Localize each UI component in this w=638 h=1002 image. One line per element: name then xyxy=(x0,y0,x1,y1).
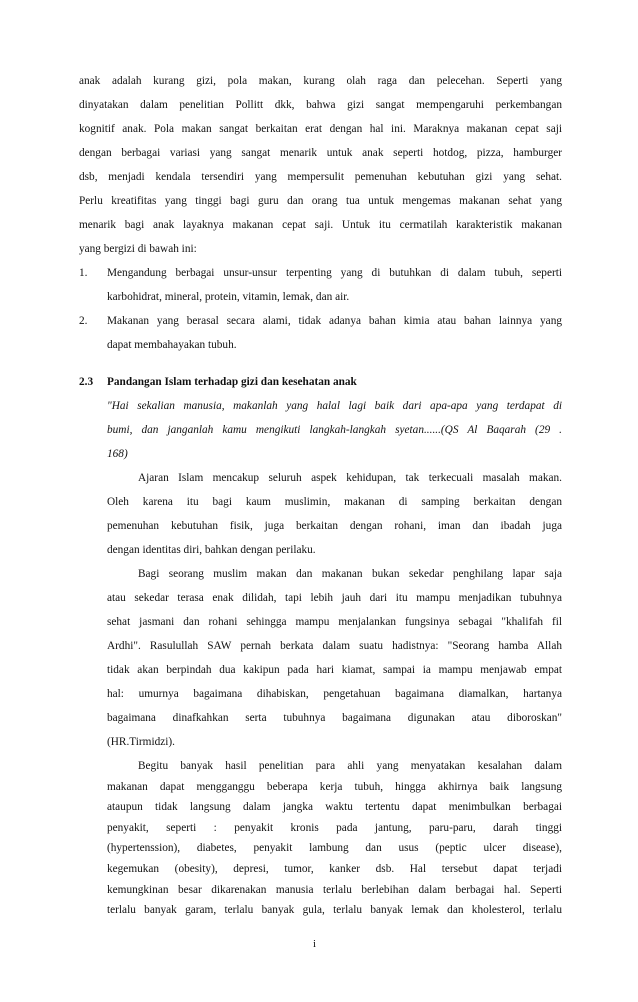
body-line: dinyatakan dalam penelitian Pollitt dkk, bahwa gizi sangat mempengaruhi perkembangan xyxy=(79,99,562,111)
section-title: Pandangan Islam terhadap gizi dan kesehatan anak xyxy=(107,376,357,388)
body-line: hal: umurnya bagaimana dihabiskan, pengetahuan bagaimana diamalkan, hartanya xyxy=(107,688,562,700)
body-line: Begitu banyak hasil penelitian para ahli yang menyatakan kesalahan dalam xyxy=(138,760,562,772)
section-number: 2.3 xyxy=(79,376,94,388)
body-line: kemungkinan besar dikarenakan manusia terlalu berlebihan dalam berbagai hal. Seperti xyxy=(107,883,562,896)
body-line: dengan berbagai variasi yang sangat menarik untuk anak seperti hotdog, pizza, hamburger xyxy=(79,147,562,159)
body-line: menarik bagi anak layaknya makanan cepat saji. Untuk itu cermatilah karakteristik makanan xyxy=(79,219,562,231)
list-item-line: Makanan yang berasal secara alami, tidak adanya bahan kimia atau bahan lainnya yang xyxy=(107,315,562,327)
body-line: yang bergizi di bawah ini: xyxy=(79,243,197,255)
body-line: terlalu banyak garam, terlalu banyak gula, terlalu banyak lemak dan kholesterol, terlalu xyxy=(107,904,562,917)
body-line: makanan dapat mengganggu beberapa kerja tubuh, hingga akhirnya baik langsung xyxy=(107,780,562,793)
body-line: sehat jasmani dan rohani sehingga mampu menjalankan fungsinya sebagai "khalifah fil xyxy=(107,616,562,628)
list-item-line: dapat membahayakan tubuh. xyxy=(107,339,237,351)
list-number: 2. xyxy=(79,315,88,327)
body-line: kegemukan (obesity), depresi, tumor, kanker dsb. Hal tersebut dapat terjadi xyxy=(107,863,562,875)
body-line: pemenuhan kebutuhan fisik, juga berkaitan dengan rohani, iman dan ibadah juga xyxy=(107,520,562,532)
body-line: Perlu kreatifitas yang tinggi bagi guru dan orang tua untuk mengemas makanan sehat yang xyxy=(79,195,562,207)
quote-line: bumi, dan janganlah kamu mengikuti langkah-langkah syetan......(QS Al Baqarah (29 . xyxy=(107,424,562,436)
body-line: Oleh karena itu bagi kaum muslimin, makanan di samping berkaitan dengan xyxy=(107,496,562,508)
list-number: 1. xyxy=(79,267,88,279)
quote-line: "Hai sekalian manusia, makanlah yang halal lagi baik dari apa-apa yang terdapat di xyxy=(107,400,562,412)
page-number: i xyxy=(313,938,317,950)
body-line: kognitif anak. Pola makan sangat berkaitan erat dengan hal ini. Maraknya makanan cepat saji xyxy=(79,123,562,135)
body-line: (hypertenssion), diabetes, penyakit lambung dan usus (peptic ulcer disease), xyxy=(107,842,562,855)
body-line: Ajaran Islam mencakup seluruh aspek kehidupan, tak terkecuali masalah makan. xyxy=(138,472,562,484)
body-line: Bagi seorang muslim makan dan makanan bukan sekedar penghilang lapar saja xyxy=(138,568,562,580)
body-line: dsb, menjadi kendala tersendiri yang mempersulit pemenuhan kebutuhan gizi yang sehat. xyxy=(79,171,562,183)
quote-line: 168) xyxy=(107,448,128,460)
list-item-line: Mengandung berbagai unsur-unsur terpenting yang di butuhkan di dalam tubuh, seperti xyxy=(107,267,562,279)
body-line: ataupun tidak langsung dalam jangka waktu tertentu dapat menimbulkan berbagai xyxy=(107,801,562,814)
body-line: anak adalah kurang gizi, pola makan, kurang olah raga dan pelecehan. Seperti yang xyxy=(79,75,562,87)
body-line: (HR.Tirmidzi). xyxy=(107,736,175,748)
body-line: bagaimana dinafkahkan serta tubuhnya bagaimana digunakan atau diboroskan" xyxy=(107,712,562,724)
list-item-line: karbohidrat, mineral, protein, vitamin, lemak, dan air. xyxy=(107,291,350,303)
body-line: atau sekedar terasa enak dilidah, tapi lebih jauh dari itu mampu menjadikan tubuhnya xyxy=(107,592,562,604)
body-line: Ardhi". Rasulullah SAW pernah berkata dalam suatu hadistnya: "Seorang hamba Allah xyxy=(107,640,562,652)
body-line: penyakit, seperti : penyakit kronis pada jantung, paru-paru, darah tinggi xyxy=(107,821,562,834)
body-line: dengan identitas diri, bahkan dengan perilaku. xyxy=(107,544,316,556)
body-line: tidak akan berpindah dua kakipun pada hari kiamat, sampai ia mampu menjawab empat xyxy=(107,664,562,676)
